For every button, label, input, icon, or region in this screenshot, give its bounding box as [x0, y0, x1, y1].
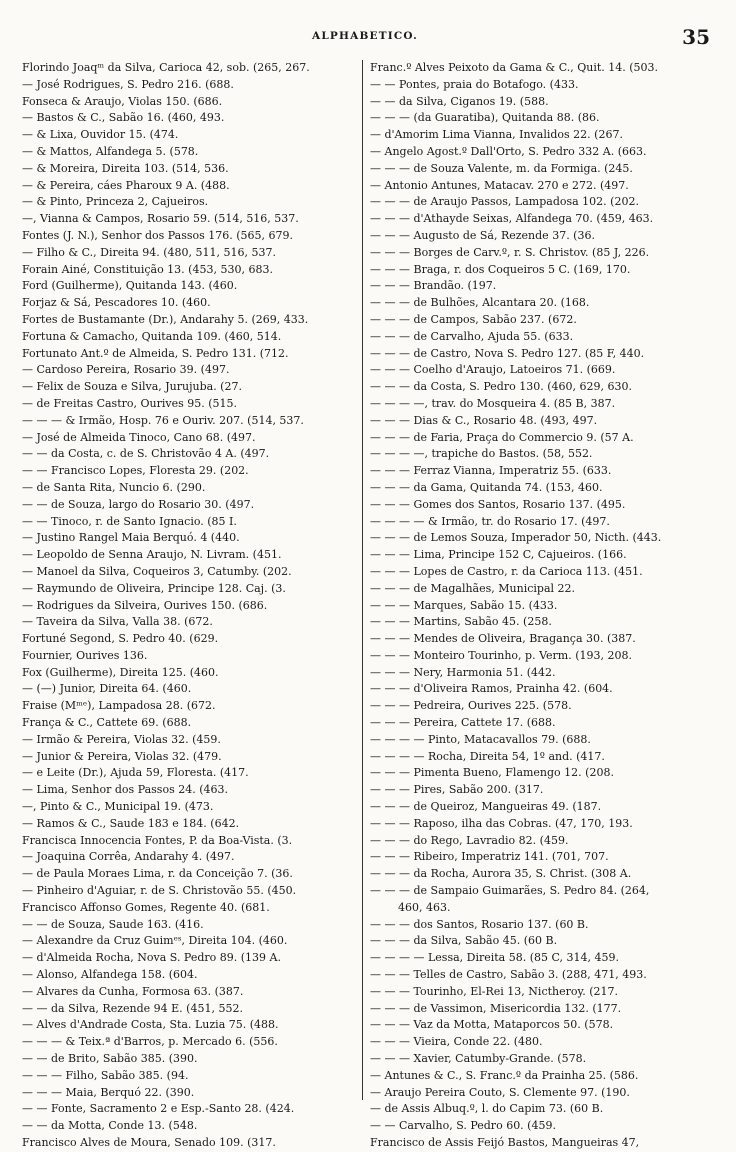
- directory-entry: — — — de Castro, Nova S. Pedro 127. (85 F, 440.: [370, 346, 645, 360]
- directory-entry: — — Tinoco, r. de Santo Ignacio. (85 I.: [22, 514, 237, 528]
- directory-entry: — Leopoldo de Senna Araujo, N. Livram. (451.: [22, 548, 282, 562]
- directory-entry: — Manoel da Silva, Coqueiros 3, Catumby. (202.: [22, 564, 292, 578]
- directory-entry: — — — de Souza Valente, m. da Formiga. (245.: [370, 161, 633, 175]
- directory-entry: — — — & Teix.ª d'Barros, p. Mercado 6. (556.: [22, 1035, 278, 1049]
- directory-entry: — Alvares da Cunha, Formosa 63. (387.: [22, 984, 244, 998]
- directory-entry: — — — Gomes dos Santos, Rosario 137. (495.: [370, 497, 626, 511]
- directory-entry: — — — Xavier, Catumby-Grande. (578.: [370, 1052, 587, 1066]
- directory-entry: — — de Souza, Saude 163. (416.: [22, 917, 204, 931]
- directory-entry: — — de Brito, Sabão 385. (390.: [22, 1052, 198, 1066]
- directory-entry: — Angelo Agost.º Dall'Orto, S. Pedro 332 A. (663.: [370, 144, 647, 158]
- directory-entry: — d'Amorim Lima Vianna, Invalidos 22. (267.: [370, 128, 623, 142]
- directory-entry: Forain Ainé, Constituição 13. (453, 530, 683.: [22, 262, 273, 276]
- directory-entry: — — — da Silva, Sabão 45. (60 B.: [370, 934, 558, 948]
- directory-entry: — — — —, trav. do Mosqueira 4. (85 B, 387.: [370, 396, 616, 410]
- directory-entry: — (—) Junior, Direita 64. (460.: [22, 682, 192, 696]
- directory-entry: — Alonso, Alfandega 158. (604.: [22, 968, 198, 982]
- directory-entry: — — — de Lemos Souza, Imperador 50, Nicth. (443.: [370, 531, 662, 545]
- directory-entry: — Felix de Souza e Silva, Jurujuba. (27.: [22, 380, 242, 394]
- directory-entry: — — — — & Irmão, tr. do Rosario 17. (497.: [370, 514, 610, 528]
- directory-entry: Fortes de Bustamante (Dr.), Andarahy 5. (269, 433.: [22, 312, 309, 326]
- directory-entry: — — — de Faria, Praça do Commercio 9. (57 A.: [370, 430, 634, 444]
- directory-entry: — d'Almeida Rocha, Nova S. Pedro 89. (139 A.: [22, 951, 281, 965]
- directory-entry: — — — Braga, r. dos Coqueiros 5 C. (169, 170.: [370, 262, 631, 276]
- directory-entry: Fontes (J. N.), Senhor dos Passos 176. (565, 679.: [22, 228, 294, 242]
- directory-entry: — — da Motta, Conde 13. (548.: [22, 1119, 198, 1133]
- directory-entry: Ford (Guilherme), Quitanda 143. (460.: [22, 279, 238, 293]
- directory-entry: — Irmão & Pereira, Violas 32. (459.: [22, 732, 221, 746]
- directory-entry: — — — Brandão. (197.: [370, 279, 497, 293]
- directory-entry: —, Pinto & C., Municipal 19. (473.: [22, 800, 214, 814]
- directory-entry: Francisco de Assis Feijó Bastos, Mangueiras 47,: [370, 1136, 640, 1149]
- directory-entry: Fonseca & Araujo, Violas 150. (686.: [22, 94, 223, 108]
- directory-entry: Fortuné Segond, S. Pedro 40. (629.: [22, 632, 219, 646]
- directory-entry: — — — Telles de Castro, Sabão 3. (288, 471, 493.: [370, 968, 647, 982]
- directory-entry: — Alexandre da Cruz Guimᵉˢ, Direita 104. (460.: [22, 934, 288, 948]
- directory-entry: — — da Silva, Ciganos 19. (588.: [370, 94, 549, 108]
- directory-entry: — — — dos Santos, Rosario 137. (60 B.: [370, 917, 589, 931]
- directory-entry: — — de Souza, largo do Rosario 30. (497.: [22, 497, 255, 511]
- directory-entry: — & Moreira, Direita 103. (514, 536.: [22, 161, 229, 175]
- directory-entry: — — — Ferraz Vianna, Imperatriz 55. (633.: [370, 464, 612, 478]
- column-divider: [362, 60, 363, 1100]
- directory-entry: — Ramos & C., Saude 183 e 184. (642.: [22, 816, 240, 830]
- directory-entry: — — — Lima, Principe 152 C, Cajueiros. (166.: [370, 548, 627, 562]
- directory-entry: — Pinheiro d'Aguiar, r. de S. Christovão 55. (450.: [22, 884, 297, 898]
- directory-entry: — — — (da Guaratiba), Quitanda 88. (86.: [370, 111, 600, 125]
- directory-entry: — de Santa Rita, Nuncio 6. (290.: [22, 480, 206, 494]
- directory-entry: — & Lixa, Ouvidor 15. (474.: [22, 128, 179, 142]
- directory-entry: — — — Martins, Sabão 45. (258.: [370, 615, 552, 629]
- directory-entry: — — — —, trapiche do Bastos. (58, 552.: [370, 447, 593, 461]
- page-number: 35: [682, 25, 710, 49]
- directory-entry: — — — d'Athayde Seixas, Alfandega 70. (459, 463.: [370, 212, 654, 226]
- directory-entry: — Araujo Pereira Couto, S. Clemente 97. (190.: [370, 1085, 630, 1099]
- directory-entry: — — — da Rocha, Aurora 35, S. Christ. (308 A.: [370, 867, 632, 881]
- directory-entry: — — — Vieira, Conde 22. (480.: [370, 1035, 543, 1049]
- directory-entry: — — — de Sampaio Guimarães, S. Pedro 84. (264,: [370, 884, 650, 898]
- directory-entry: — Antonio Antunes, Matacav. 270 e 272. (497.: [370, 178, 629, 192]
- directory-entry: — Justino Rangel Maia Berquó. 4 (440.: [22, 531, 240, 545]
- directory-entry: — — — & Irmão, Hosp. 76 e Ouriv. 207. (514, 537.: [22, 413, 304, 427]
- directory-entry: — — Pontes, praia do Botafogo. (433.: [370, 77, 579, 91]
- directory-entry: — — — Dias & C., Rosario 48. (493, 497.: [370, 413, 598, 427]
- directory-entry: — e Leite (Dr.), Ajuda 59, Floresta. (417.: [22, 766, 249, 780]
- directory-entry: — Rodrigues da Silveira, Ourives 150. (686.: [22, 598, 268, 612]
- running-title: ALPHABETICO.: [311, 30, 419, 42]
- directory-entry: — — — Lopes de Castro, r. da Carioca 113. (451.: [370, 564, 643, 578]
- directory-entry: — José de Almeida Tinoco, Cano 68. (497.: [22, 430, 256, 444]
- directory-entry: — — — de Campos, Sabão 237. (672.: [370, 312, 577, 326]
- directory-entry: — — — de Araujo Passos, Lampadosa 102. (202.: [370, 195, 639, 209]
- directory-entry: — — — Pedreira, Ourives 225. (578.: [370, 699, 572, 713]
- directory-entry: Francisca Innocencia Fontes, P. da Boa-Vista. (3.: [22, 833, 293, 847]
- directory-entry: Francisco Alves de Moura, Senado 109. (317.: [22, 1136, 276, 1149]
- directory-entry: —, Vianna & Campos, Rosario 59. (514, 516, 537.: [22, 212, 299, 226]
- directory-entry: — José Rodrigues, S. Pedro 216. (688.: [22, 77, 234, 91]
- directory-entry: — — — de Magalhães, Municipal 22.: [370, 581, 576, 595]
- directory-entry: Fortunato Ant.º de Almeida, S. Pedro 131. (712.: [22, 346, 289, 360]
- directory-entry: — Alves d'Andrade Costa, Sta. Luzia 75. (488.: [22, 1018, 279, 1032]
- directory-entry: — — — Pimenta Bueno, Flamengo 12. (208.: [370, 766, 614, 780]
- directory-entry: Fox (Guilherme), Direita 125. (460.: [22, 665, 219, 679]
- directory-entry: — Antunes & C., S. Franc.º da Prainha 25. (586.: [370, 1068, 639, 1082]
- directory-entry: — Joaquina Corrêa, Andarahy 4. (497.: [22, 850, 235, 864]
- directory-entry: 460, 463.: [398, 900, 451, 914]
- directory-entry: — — — de Carvalho, Ajuda 55. (633.: [370, 329, 574, 343]
- directory-entry: Fournier, Ourives 136.: [22, 648, 148, 662]
- directory-entry: — — — — Lessa, Direita 58. (85 C, 314, 459.: [370, 951, 620, 965]
- directory-entry: França & C., Cattete 69. (688.: [22, 716, 192, 730]
- directory-entry: — — — Coelho d'Araujo, Latoeiros 71. (669.: [370, 363, 616, 377]
- directory-entry: — Taveira da Silva, Valla 38. (672.: [22, 615, 213, 629]
- directory-entry: — — — de Queiroz, Mangueiras 49. (187.: [370, 800, 602, 814]
- directory-entry: — — da Costa, c. de S. Christovão 4 A. (497.: [22, 447, 270, 461]
- directory-entry: — — — Nery, Harmonia 51. (442.: [370, 665, 556, 679]
- directory-entry: — — — Maia, Berquó 22. (390.: [22, 1085, 195, 1099]
- directory-entry: — & Mattos, Alfandega 5. (578.: [22, 144, 199, 158]
- directory-entry: — — — de Bulhões, Alcantara 20. (168.: [370, 296, 590, 310]
- directory-entry: — — Francisco Lopes, Floresta 29. (202.: [22, 464, 249, 478]
- directory-entry: — — — Tourinho, El-Rei 13, Nictheroy. (217.: [370, 984, 619, 998]
- directory-entry: — — — Ribeiro, Imperatriz 141. (701, 707.: [370, 850, 609, 864]
- directory-entry: — — — de Vassimon, Misericordia 132. (177.: [370, 1001, 622, 1015]
- directory-entry: — & Pereira, cáes Pharoux 9 A. (488.: [22, 178, 230, 192]
- directory-entry: — — da Silva, Rezende 94 E. (451, 552.: [22, 1001, 243, 1015]
- directory-entry: — — — d'Oliveira Ramos, Prainha 42. (604.: [370, 682, 613, 696]
- directory-entry: — — — Pereira, Cattete 17. (688.: [370, 716, 556, 730]
- directory-entry: — — — Mendes de Oliveira, Bragança 30. (387.: [370, 632, 636, 646]
- directory-entry: — & Pinto, Princeza 2, Cajueiros.: [22, 195, 209, 209]
- directory-entry: Fortuna & Camacho, Quitanda 109. (460, 514.: [22, 329, 282, 343]
- directory-entry: — — — da Gama, Quitanda 74. (153, 460.: [370, 480, 603, 494]
- directory-entry: Francisco Affonso Gomes, Regente 40. (681.: [22, 900, 270, 914]
- directory-entry: — — — Borges de Carv.º, r. S. Christov. (85 J, 226.: [370, 245, 650, 259]
- directory-entry: — — — Vaz da Motta, Mataporcos 50. (578.: [370, 1018, 614, 1032]
- directory-entry: — — — — Pinto, Matacavallos 79. (688.: [370, 732, 591, 746]
- directory-entry: — Cardoso Pereira, Rosario 39. (497.: [22, 363, 230, 377]
- directory-entry: — — — do Rego, Lavradio 82. (459.: [370, 833, 569, 847]
- left-column: [22, 60, 352, 1152]
- directory-entry: — — — Marques, Sabão 15. (433.: [370, 598, 558, 612]
- directory-entry: Fraise (Mᵐᵉ), Lampadosa 28. (672.: [22, 699, 216, 713]
- directory-entry: — — — Augusto de Sá, Rezende 37. (36.: [370, 228, 595, 242]
- directory-entry: — — — da Costa, S. Pedro 130. (460, 629, 630.: [370, 380, 632, 394]
- directory-entry: — de Freitas Castro, Ourives 95. (515.: [22, 396, 238, 410]
- directory-entry: — Raymundo de Oliveira, Principe 128. Caj. (3.: [22, 581, 286, 595]
- directory-entry: — Filho & C., Direita 94. (480, 511, 516, 537.: [22, 245, 277, 259]
- directory-entry: — — — Monteiro Tourinho, p. Verm. (193, 208.: [370, 648, 632, 662]
- directory-entry: Franc.º Alves Peixoto da Gama & C., Quit. 14. (503.: [370, 61, 659, 74]
- directory-entry: — — — — Rocha, Direita 54, 1º and. (417.: [370, 749, 605, 763]
- directory-entry: — — — Filho, Sabão 385. (94.: [22, 1068, 189, 1082]
- directory-entry: — — Carvalho, S. Pedro 60. (459.: [370, 1119, 556, 1133]
- directory-entry: — — — Raposo, ilha das Cobras. (47, 170, 193.: [370, 816, 633, 830]
- directory-entry: — de Paula Moraes Lima, r. da Conceição 7. (36.: [22, 867, 293, 881]
- directory-entry: Florindo Joaqᵐ da Silva, Carioca 42, sob. (265, 267.: [22, 61, 310, 74]
- directory-entry: — Bastos & C., Sabão 16. (460, 493.: [22, 111, 225, 125]
- right-column: [370, 60, 725, 1152]
- directory-entry: — — Fonte, Sacramento 2 e Esp.-Santo 28. (424.: [22, 1102, 295, 1116]
- directory-entry: — Junior & Pereira, Violas 32. (479.: [22, 749, 222, 763]
- directory-entry: Forjaz & Sá, Pescadores 10. (460.: [22, 296, 211, 310]
- page-header: [20, 25, 710, 49]
- directory-entry: — — — Pires, Sabão 200. (317.: [370, 783, 544, 797]
- directory-entry: — de Assis Albuq.º, l. do Capim 73. (60 B.: [370, 1102, 604, 1116]
- directory-entry: — Lima, Senhor dos Passos 24. (463.: [22, 783, 228, 797]
